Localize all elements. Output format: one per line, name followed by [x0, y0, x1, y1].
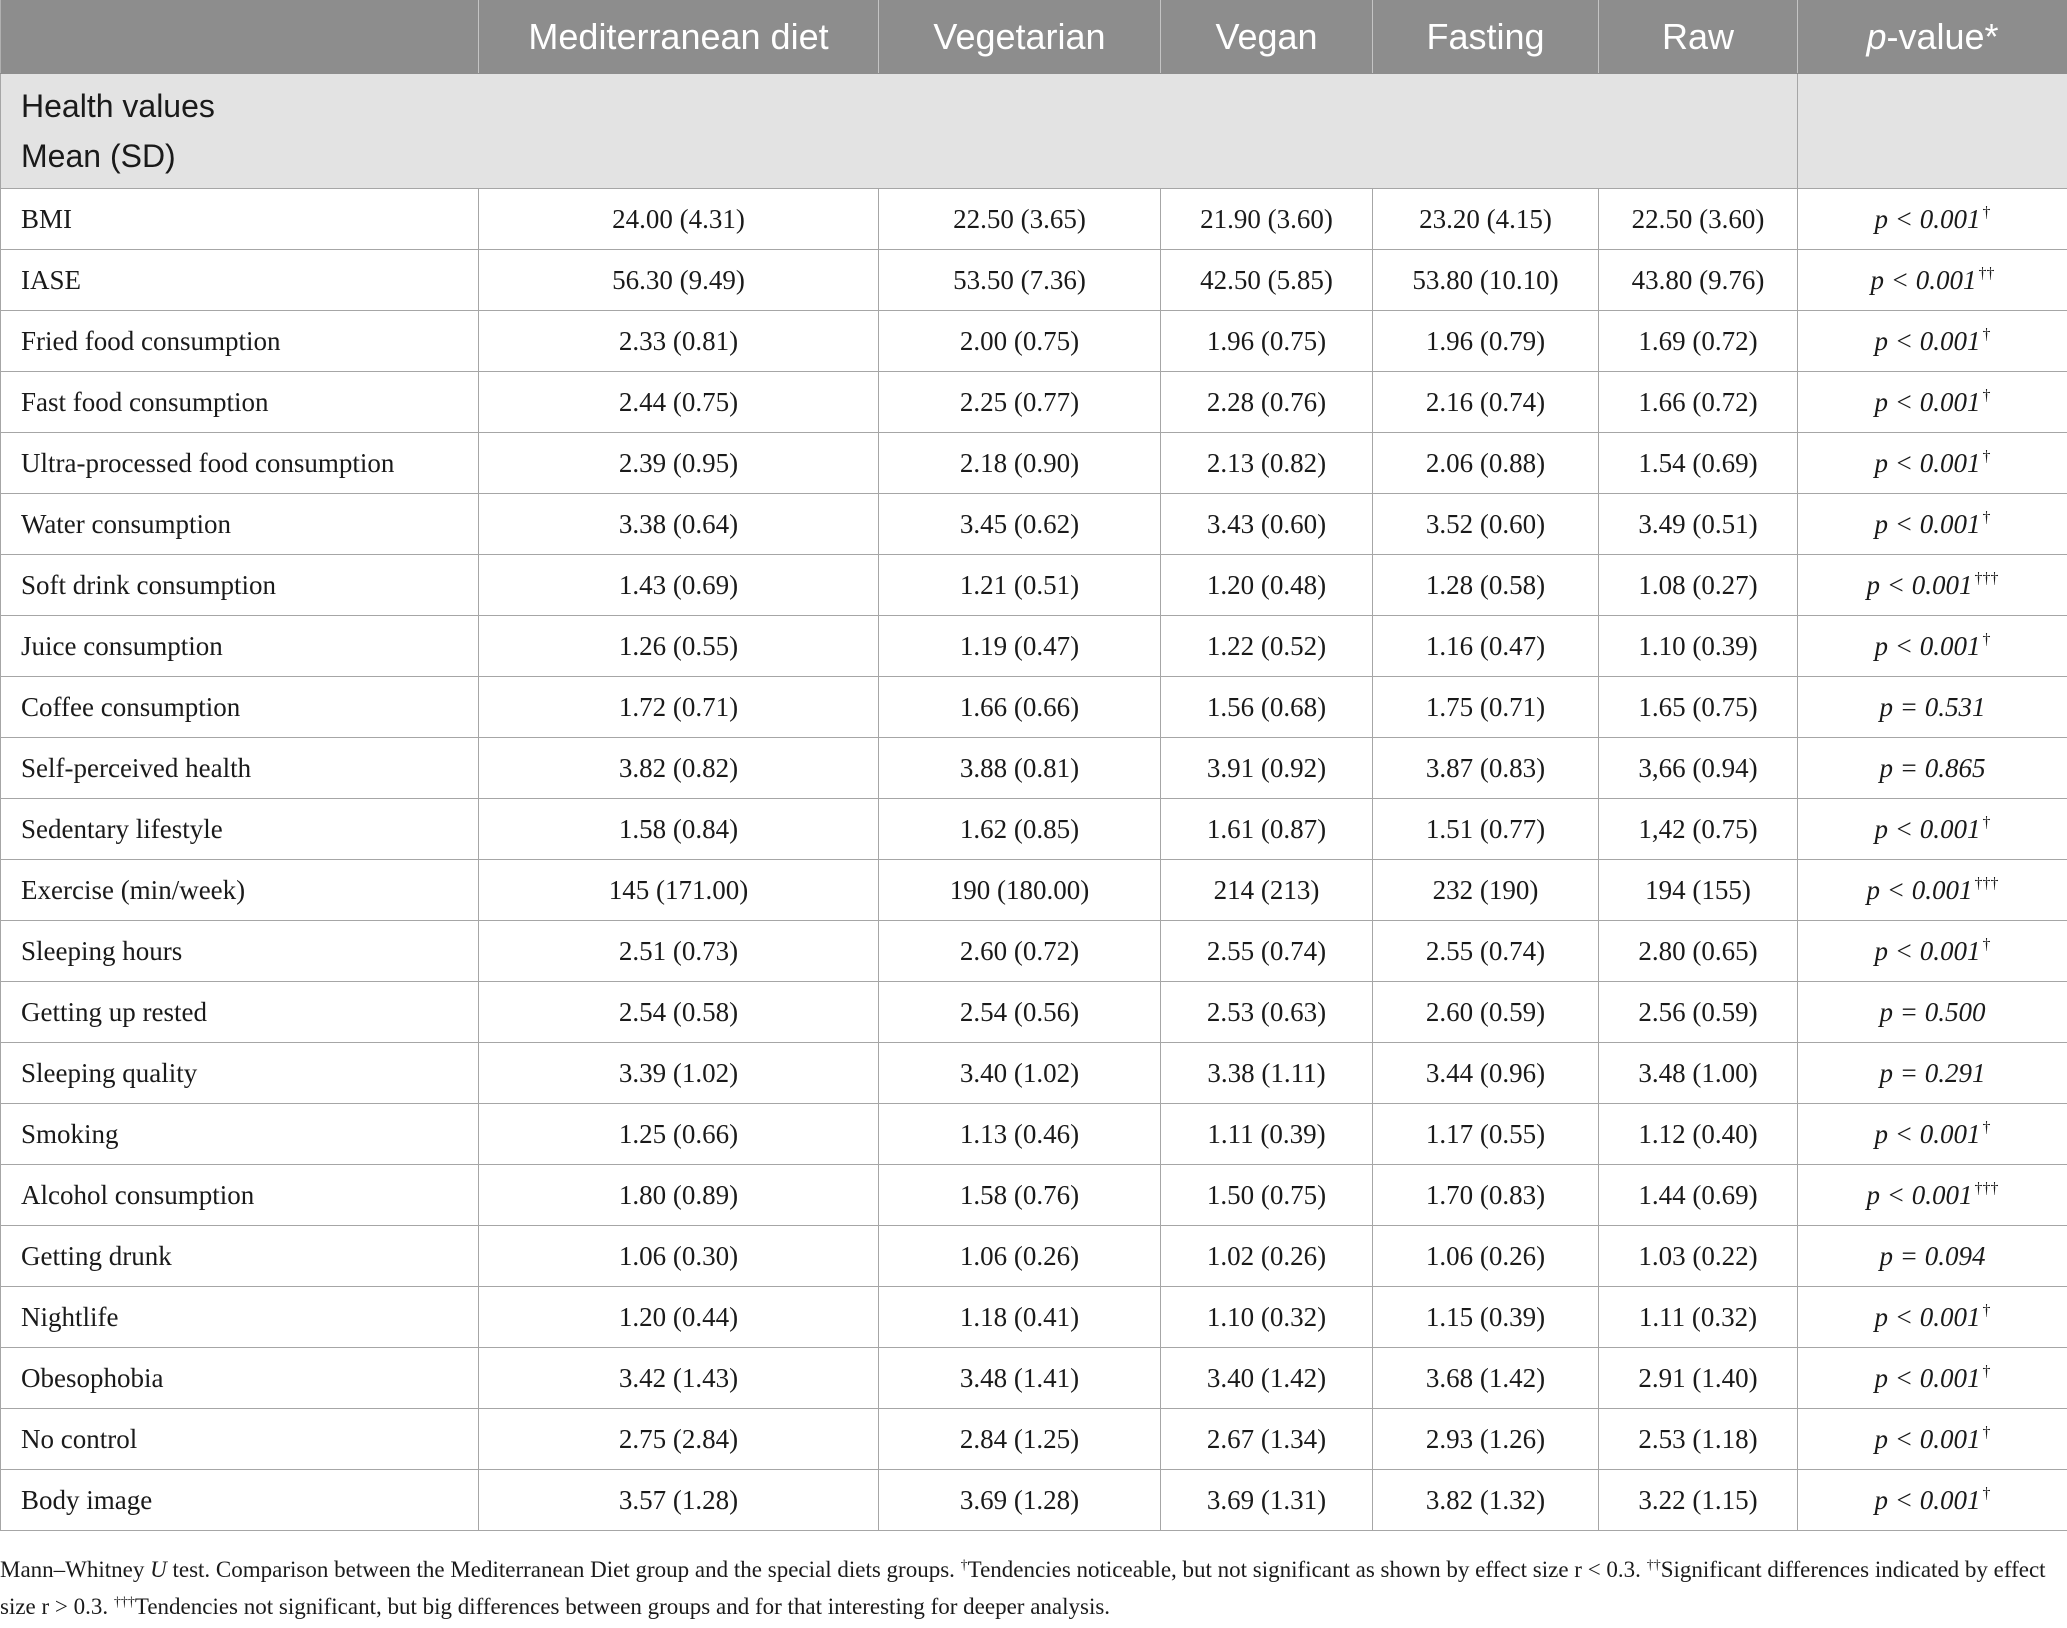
- section-pvalue-cell: [1798, 74, 2067, 189]
- pvalue-cell: [1798, 799, 2067, 860]
- value-cell: 3.42 (1.43): [479, 1348, 879, 1409]
- table-row: [1, 372, 2067, 433]
- footnote-part1: Mann–Whitney: [0, 1557, 151, 1582]
- value-cell: 1.66 (0.66): [879, 677, 1161, 738]
- value-cell: 1.20 (0.44): [479, 1287, 879, 1348]
- table-row: [1, 1104, 2067, 1165]
- footnote-dagger2: ††: [1646, 1558, 1661, 1573]
- significance-marker: †: [1982, 813, 1991, 831]
- header-vegan: Vegan: [1161, 0, 1373, 74]
- row-label: Ultra-processed food consumption: [1, 433, 479, 494]
- value-cell: 1.02 (0.26): [1161, 1226, 1373, 1287]
- pvalue-text: p < 0.001: [1874, 630, 1981, 661]
- table-row: [1, 1409, 2067, 1470]
- pvalue-cell: [1798, 555, 2067, 616]
- pvalue-cell: [1798, 372, 2067, 433]
- value-cell: 1.20 (0.48): [1161, 555, 1373, 616]
- value-cell: 1.19 (0.47): [879, 616, 1161, 677]
- significance-marker: †: [1982, 1362, 1991, 1380]
- value-cell: 1.51 (0.77): [1373, 799, 1599, 860]
- pvalue-cell: [1798, 189, 2067, 250]
- pvalue-cell: [1798, 738, 2067, 799]
- header-mediterranean: Mediterranean diet: [479, 0, 879, 74]
- table-row: [1, 921, 2067, 982]
- value-cell: 1.70 (0.83): [1373, 1165, 1599, 1226]
- pvalue-text: p < 0.001: [1874, 1301, 1981, 1332]
- table-row: [1, 860, 2067, 921]
- value-cell: 1.65 (0.75): [1599, 677, 1798, 738]
- value-cell: 2.25 (0.77): [879, 372, 1161, 433]
- value-cell: 2.56 (0.59): [1599, 982, 1798, 1043]
- pvalue-cell: [1798, 677, 2067, 738]
- value-cell: 3.22 (1.15): [1599, 1470, 1798, 1531]
- value-cell: 1.58 (0.84): [479, 799, 879, 860]
- table-row: [1, 189, 2067, 250]
- significance-marker: †: [1982, 1484, 1991, 1502]
- table-row: [1, 799, 2067, 860]
- value-cell: 1.03 (0.22): [1599, 1226, 1798, 1287]
- value-cell: 2.53 (0.63): [1161, 982, 1373, 1043]
- table-row: [1, 1348, 2067, 1409]
- value-cell: 1.15 (0.39): [1373, 1287, 1599, 1348]
- value-cell: 2.06 (0.88): [1373, 433, 1599, 494]
- value-cell: 3.91 (0.92): [1161, 738, 1373, 799]
- value-cell: 1.69 (0.72): [1599, 311, 1798, 372]
- pvalue-text: p = 0.865: [1879, 752, 1986, 783]
- significance-marker: †: [1982, 386, 1991, 404]
- section-title-line2: Mean (SD): [21, 138, 176, 174]
- row-label: Fast food consumption: [1, 372, 479, 433]
- row-label: Water consumption: [1, 494, 479, 555]
- row-label: Soft drink consumption: [1, 555, 479, 616]
- pvalue-text: p < 0.001: [1866, 874, 1973, 905]
- value-cell: 1.21 (0.51): [879, 555, 1161, 616]
- table-row: [1, 1165, 2067, 1226]
- pvalue-cell: [1798, 1287, 2067, 1348]
- table-row: [1, 555, 2067, 616]
- table-row: [1, 311, 2067, 372]
- significance-marker: †: [1982, 630, 1991, 648]
- value-cell: 2.28 (0.76): [1161, 372, 1373, 433]
- value-cell: 23.20 (4.15): [1373, 189, 1599, 250]
- value-cell: 1.11 (0.39): [1161, 1104, 1373, 1165]
- pvalue-cell: [1798, 311, 2067, 372]
- header-raw: Raw: [1599, 0, 1798, 74]
- pvalue-cell: [1798, 494, 2067, 555]
- pvalue-text: p < 0.001: [1874, 1362, 1981, 1393]
- value-cell: 3.82 (0.82): [479, 738, 879, 799]
- pvalue-cell: [1798, 1226, 2067, 1287]
- footnote-dagger1: †: [960, 1558, 968, 1573]
- value-cell: 3.88 (0.81): [879, 738, 1161, 799]
- significance-marker: †: [1982, 935, 1991, 953]
- value-cell: 3,66 (0.94): [1599, 738, 1798, 799]
- value-cell: 3.45 (0.62): [879, 494, 1161, 555]
- value-cell: 3.69 (1.31): [1161, 1470, 1373, 1531]
- row-label: Getting up rested: [1, 982, 479, 1043]
- row-label: Coffee consumption: [1, 677, 479, 738]
- row-label: Alcohol consumption: [1, 1165, 479, 1226]
- pvalue-text: p = 0.094: [1879, 1240, 1986, 1271]
- pvalue-text: p = 0.291: [1879, 1057, 1986, 1088]
- value-cell: 3.43 (0.60): [1161, 494, 1373, 555]
- significance-marker: †††: [1974, 874, 1999, 892]
- value-cell: 22.50 (3.65): [879, 189, 1161, 250]
- significance-marker: †: [1982, 508, 1991, 526]
- significance-marker: †: [1982, 203, 1991, 221]
- value-cell: 194 (155): [1599, 860, 1798, 921]
- pvalue-cell: [1798, 616, 2067, 677]
- value-cell: 1.96 (0.75): [1161, 311, 1373, 372]
- pvalue-text: p < 0.001: [1874, 813, 1981, 844]
- footnote-part5: Tendencies not significant, but big differences between groups and for that interesting for deeper analysis.: [134, 1594, 1111, 1619]
- value-cell: 1.06 (0.30): [479, 1226, 879, 1287]
- table-row: [1, 1226, 2067, 1287]
- value-cell: 2.60 (0.72): [879, 921, 1161, 982]
- row-label: Nightlife: [1, 1287, 479, 1348]
- value-cell: 1.54 (0.69): [1599, 433, 1798, 494]
- value-cell: 2.55 (0.74): [1161, 921, 1373, 982]
- pvalue-text: p < 0.001: [1874, 1423, 1981, 1454]
- value-cell: 2.16 (0.74): [1373, 372, 1599, 433]
- table-row: [1, 1287, 2067, 1348]
- table-row: [1, 1043, 2067, 1104]
- value-cell: 53.80 (10.10): [1373, 250, 1599, 311]
- value-cell: 190 (180.00): [879, 860, 1161, 921]
- pvalue-text: p < 0.001: [1874, 325, 1981, 356]
- significance-marker: ††: [1978, 264, 1995, 282]
- row-label: Sedentary lifestyle: [1, 799, 479, 860]
- value-cell: 2.91 (1.40): [1599, 1348, 1798, 1409]
- value-cell: 214 (213): [1161, 860, 1373, 921]
- section-row: [1, 74, 2067, 189]
- pvalue-cell: [1798, 1104, 2067, 1165]
- significance-marker: †: [1982, 325, 1991, 343]
- value-cell: 2.55 (0.74): [1373, 921, 1599, 982]
- row-label: BMI: [1, 189, 479, 250]
- pvalue-text: p = 0.531: [1879, 691, 1986, 722]
- value-cell: 3.49 (0.51): [1599, 494, 1798, 555]
- value-cell: 1.61 (0.87): [1161, 799, 1373, 860]
- value-cell: 3.68 (1.42): [1373, 1348, 1599, 1409]
- pvalue-text: p < 0.001: [1866, 569, 1973, 600]
- pvalue-text: p < 0.001: [1874, 1484, 1981, 1515]
- value-cell: 1.44 (0.69): [1599, 1165, 1798, 1226]
- value-cell: 1.16 (0.47): [1373, 616, 1599, 677]
- table-row: [1, 494, 2067, 555]
- value-cell: 3.57 (1.28): [479, 1470, 879, 1531]
- row-label: Sleeping quality: [1, 1043, 479, 1104]
- value-cell: 1,42 (0.75): [1599, 799, 1798, 860]
- value-cell: 3.52 (0.60): [1373, 494, 1599, 555]
- value-cell: 2.39 (0.95): [479, 433, 879, 494]
- value-cell: 2.54 (0.56): [879, 982, 1161, 1043]
- table-footnote: [0, 1549, 2055, 1623]
- header-pvalue-suffix: -value*: [1886, 15, 1999, 57]
- pvalue-cell: [1798, 1165, 2067, 1226]
- value-cell: 2.53 (1.18): [1599, 1409, 1798, 1470]
- value-cell: 3.48 (1.41): [879, 1348, 1161, 1409]
- pvalue-text: p < 0.001: [1874, 1118, 1981, 1149]
- significance-marker: †: [1982, 447, 1991, 465]
- value-cell: 56.30 (9.49): [479, 250, 879, 311]
- pvalue-cell: [1798, 250, 2067, 311]
- table-row: [1, 738, 2067, 799]
- value-cell: 1.11 (0.32): [1599, 1287, 1798, 1348]
- pvalue-cell: [1798, 433, 2067, 494]
- value-cell: 3.48 (1.00): [1599, 1043, 1798, 1104]
- pvalue-text: p < 0.001: [1874, 447, 1981, 478]
- value-cell: 1.10 (0.32): [1161, 1287, 1373, 1348]
- pvalue-cell: [1798, 860, 2067, 921]
- value-cell: 1.18 (0.41): [879, 1287, 1161, 1348]
- value-cell: 21.90 (3.60): [1161, 189, 1373, 250]
- row-label: Sleeping hours: [1, 921, 479, 982]
- value-cell: 1.06 (0.26): [1373, 1226, 1599, 1287]
- value-cell: 2.84 (1.25): [879, 1409, 1161, 1470]
- value-cell: 1.08 (0.27): [1599, 555, 1798, 616]
- value-cell: 1.66 (0.72): [1599, 372, 1798, 433]
- value-cell: 3.40 (1.42): [1161, 1348, 1373, 1409]
- value-cell: 22.50 (3.60): [1599, 189, 1798, 250]
- table-row: [1, 982, 2067, 1043]
- value-cell: 24.00 (4.31): [479, 189, 879, 250]
- row-label: Smoking: [1, 1104, 479, 1165]
- value-cell: 3.69 (1.28): [879, 1470, 1161, 1531]
- header-pvalue-p: p: [1866, 15, 1887, 57]
- value-cell: 2.54 (0.58): [479, 982, 879, 1043]
- value-cell: 3.39 (1.02): [479, 1043, 879, 1104]
- value-cell: 1.17 (0.55): [1373, 1104, 1599, 1165]
- value-cell: 1.06 (0.26): [879, 1226, 1161, 1287]
- row-label: Juice consumption: [1, 616, 479, 677]
- value-cell: 1.10 (0.39): [1599, 616, 1798, 677]
- value-cell: 2.93 (1.26): [1373, 1409, 1599, 1470]
- pvalue-cell: [1798, 1409, 2067, 1470]
- value-cell: 3.38 (1.11): [1161, 1043, 1373, 1104]
- header-row: [1, 0, 2067, 74]
- pvalue-text: p < 0.001: [1866, 1179, 1973, 1210]
- value-cell: 3.38 (0.64): [479, 494, 879, 555]
- value-cell: 3.40 (1.02): [879, 1043, 1161, 1104]
- section-title-line1: Health values: [21, 88, 215, 124]
- value-cell: 1.12 (0.40): [1599, 1104, 1798, 1165]
- table-row: [1, 616, 2067, 677]
- significance-marker: †††: [1974, 1179, 1999, 1197]
- value-cell: 1.22 (0.52): [1161, 616, 1373, 677]
- value-cell: 2.67 (1.34): [1161, 1409, 1373, 1470]
- pvalue-cell: [1798, 1470, 2067, 1531]
- header-vegetarian: Vegetarian: [879, 0, 1161, 74]
- footnote-part4: Significant differences indicated by effect size r > 0.3.: [0, 1557, 2046, 1619]
- pvalue-text: p < 0.001: [1874, 203, 1981, 234]
- value-cell: 53.50 (7.36): [879, 250, 1161, 311]
- pvalue-cell: [1798, 921, 2067, 982]
- header-fasting: Fasting: [1373, 0, 1599, 74]
- header-pvalue: [1798, 0, 2067, 74]
- value-cell: 2.13 (0.82): [1161, 433, 1373, 494]
- pvalue-text: p < 0.001: [1874, 386, 1981, 417]
- value-cell: 2.80 (0.65): [1599, 921, 1798, 982]
- footnote-part3: Tendencies noticeable, but not significant as shown by effect size r < 0.3.: [967, 1557, 1647, 1582]
- row-label: Body image: [1, 1470, 479, 1531]
- table-row: [1, 1470, 2067, 1531]
- value-cell: 3.87 (0.83): [1373, 738, 1599, 799]
- value-cell: 145 (171.00): [479, 860, 879, 921]
- footnote-dagger3: †††: [113, 1595, 135, 1610]
- pvalue-cell: [1798, 1348, 2067, 1409]
- row-label: Obesophobia: [1, 1348, 479, 1409]
- value-cell: 2.33 (0.81): [479, 311, 879, 372]
- value-cell: 3.82 (1.32): [1373, 1470, 1599, 1531]
- significance-marker: †: [1982, 1301, 1991, 1319]
- pvalue-cell: [1798, 1043, 2067, 1104]
- pvalue-text: p < 0.001: [1874, 508, 1981, 539]
- significance-marker: †††: [1974, 569, 1999, 587]
- section-title: [1, 74, 1798, 189]
- value-cell: 1.80 (0.89): [479, 1165, 879, 1226]
- value-cell: 1.96 (0.79): [1373, 311, 1599, 372]
- value-cell: 2.18 (0.90): [879, 433, 1161, 494]
- footnote-u: U: [150, 1557, 167, 1582]
- table-row: [1, 677, 2067, 738]
- pvalue-text: p = 0.500: [1879, 996, 1986, 1027]
- row-label: Exercise (min/week): [1, 860, 479, 921]
- value-cell: 2.44 (0.75): [479, 372, 879, 433]
- value-cell: 1.75 (0.71): [1373, 677, 1599, 738]
- value-cell: 43.80 (9.76): [1599, 250, 1798, 311]
- value-cell: 3.44 (0.96): [1373, 1043, 1599, 1104]
- value-cell: 2.75 (2.84): [479, 1409, 879, 1470]
- value-cell: 2.51 (0.73): [479, 921, 879, 982]
- header-blank: [1, 0, 479, 74]
- value-cell: 232 (190): [1373, 860, 1599, 921]
- row-label: No control: [1, 1409, 479, 1470]
- value-cell: 1.13 (0.46): [879, 1104, 1161, 1165]
- value-cell: 42.50 (5.85): [1161, 250, 1373, 311]
- row-label: Fried food consumption: [1, 311, 479, 372]
- row-label: IASE: [1, 250, 479, 311]
- row-label: Self-perceived health: [1, 738, 479, 799]
- value-cell: 2.60 (0.59): [1373, 982, 1599, 1043]
- value-cell: 1.28 (0.58): [1373, 555, 1599, 616]
- value-cell: 1.62 (0.85): [879, 799, 1161, 860]
- pvalue-cell: [1798, 982, 2067, 1043]
- significance-marker: †: [1982, 1423, 1991, 1441]
- value-cell: 1.25 (0.66): [479, 1104, 879, 1165]
- row-label: Getting drunk: [1, 1226, 479, 1287]
- value-cell: 2.00 (0.75): [879, 311, 1161, 372]
- significance-marker: †: [1982, 1118, 1991, 1136]
- footnote-part2: test. Comparison between the Mediterranean Diet group and the special diets groups.: [166, 1557, 961, 1582]
- pvalue-text: p < 0.001: [1870, 264, 1977, 295]
- pvalue-text: p < 0.001: [1874, 935, 1981, 966]
- value-cell: 1.72 (0.71): [479, 677, 879, 738]
- value-cell: 1.56 (0.68): [1161, 677, 1373, 738]
- table-row: [1, 433, 2067, 494]
- value-cell: 1.26 (0.55): [479, 616, 879, 677]
- value-cell: 1.58 (0.76): [879, 1165, 1161, 1226]
- value-cell: 1.50 (0.75): [1161, 1165, 1373, 1226]
- table-row: [1, 250, 2067, 311]
- value-cell: 1.43 (0.69): [479, 555, 879, 616]
